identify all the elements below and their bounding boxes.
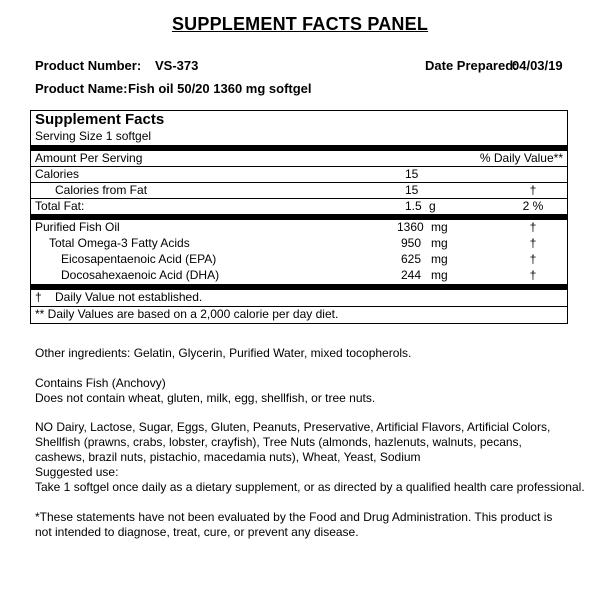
other-ingredients: Other ingredients: Gelatin, Glycerin, Purified Water, mixed tocopherols. [35,346,412,360]
table-row [31,183,567,199]
suggested-use-label: Suggested use: [35,465,119,479]
product-name: Fish oil 50/20 1360 mg softgel [128,81,312,96]
allergens-line-1: NO Dairy, Lactose, Sugar, Eggs, Gluten, Peanuts, Preservative, Artificial Flavors, Artificial Colors, [35,420,551,434]
nutrient-amount: 15 [405,183,419,197]
footnote-dagger [31,290,567,307]
nutrient-name: Calories from Fat [55,183,148,197]
nutrient-dv: † [529,268,537,282]
footnote-text: ** Daily Values are based on a 2,000 calorie per day diet. [35,307,339,321]
nutrient-amount: 15 [405,167,419,181]
table-row [31,167,567,183]
nutrient-unit: mg [431,220,448,234]
nutrient-name: Calories [35,167,80,181]
does-not-contain: Does not contain wheat, gluten, milk, egg, shellfish, or tree nuts. [35,391,376,405]
product-name-label: Product Name: [35,81,128,96]
daily-value-header: % Daily Value** [479,151,563,165]
nutrient-name: Purified Fish Oil [35,220,120,234]
amount-per-serving: Amount Per Serving [35,151,143,165]
panel-title: SUPPLEMENT FACTS PANEL [171,14,429,34]
amount-header-row [31,151,567,167]
nutrient-amount: 244 [401,268,422,282]
suggested-use: Take 1 softgel once daily as a dietary supplement, or as directed by a qualified health care professional. [35,480,585,494]
footnote-text: † Daily Value not established. [35,290,203,304]
nutrient-amount: 1.5 [405,199,422,213]
footnote-daily-values [31,307,567,323]
table-row [31,220,567,236]
allergens-line-2: Shellfish (prawns, crabs, lobster, crayfish), Tree Nuts (almonds, hazlenuts, walnuts, pecans, [35,435,522,449]
nutrient-dv: 2 % [522,199,544,213]
nutrient-dv: † [529,252,537,266]
table-row [31,268,567,290]
nutrient-unit: g [429,199,436,213]
nutrient-name: Total Omega-3 Fatty Acids [49,236,190,250]
table-row [31,199,567,220]
nutrient-name: Total Fat: [35,199,85,213]
nutrient-unit: mg [431,252,448,266]
contains-fish: Contains Fish (Anchovy) [35,376,166,390]
date-label: Date Prepared: [425,58,518,73]
supplement-facts-table [30,110,568,324]
product-number-label: Product Number: [35,58,142,73]
table-row [31,252,567,268]
nutrient-dv: † [529,220,537,234]
nutrient-amount: 1360 [397,220,424,234]
nutrient-dv: † [529,236,537,250]
facts-title: Supplement Facts [35,111,165,128]
nutrient-amount: 625 [401,252,422,266]
table-row [31,236,567,252]
nutrient-amount: 950 [401,236,422,250]
date-value: 04/03/19 [512,58,563,73]
nutrient-unit: mg [431,236,448,250]
allergens-line-3: cashews, brazil nuts, pistachio, macedamia nuts), Wheat, Yeast, Sodium [35,450,421,464]
disclaimer-line-2: not intended to diagnose, treat, cure, or prevent any disease. [35,525,359,539]
serving-size: Serving Size 1 softgel [31,129,567,151]
product-number: VS-373 [155,58,199,73]
nutrient-unit: mg [431,268,448,282]
nutrient-name: Docosahexaenoic Acid (DHA) [61,268,220,282]
disclaimer-line-1: *These statements have not been evaluated by the Food and Drug Administration. This product is [35,510,553,524]
nutrient-name: Eicosapentaenoic Acid (EPA) [61,252,217,266]
nutrient-dv: † [529,183,537,197]
